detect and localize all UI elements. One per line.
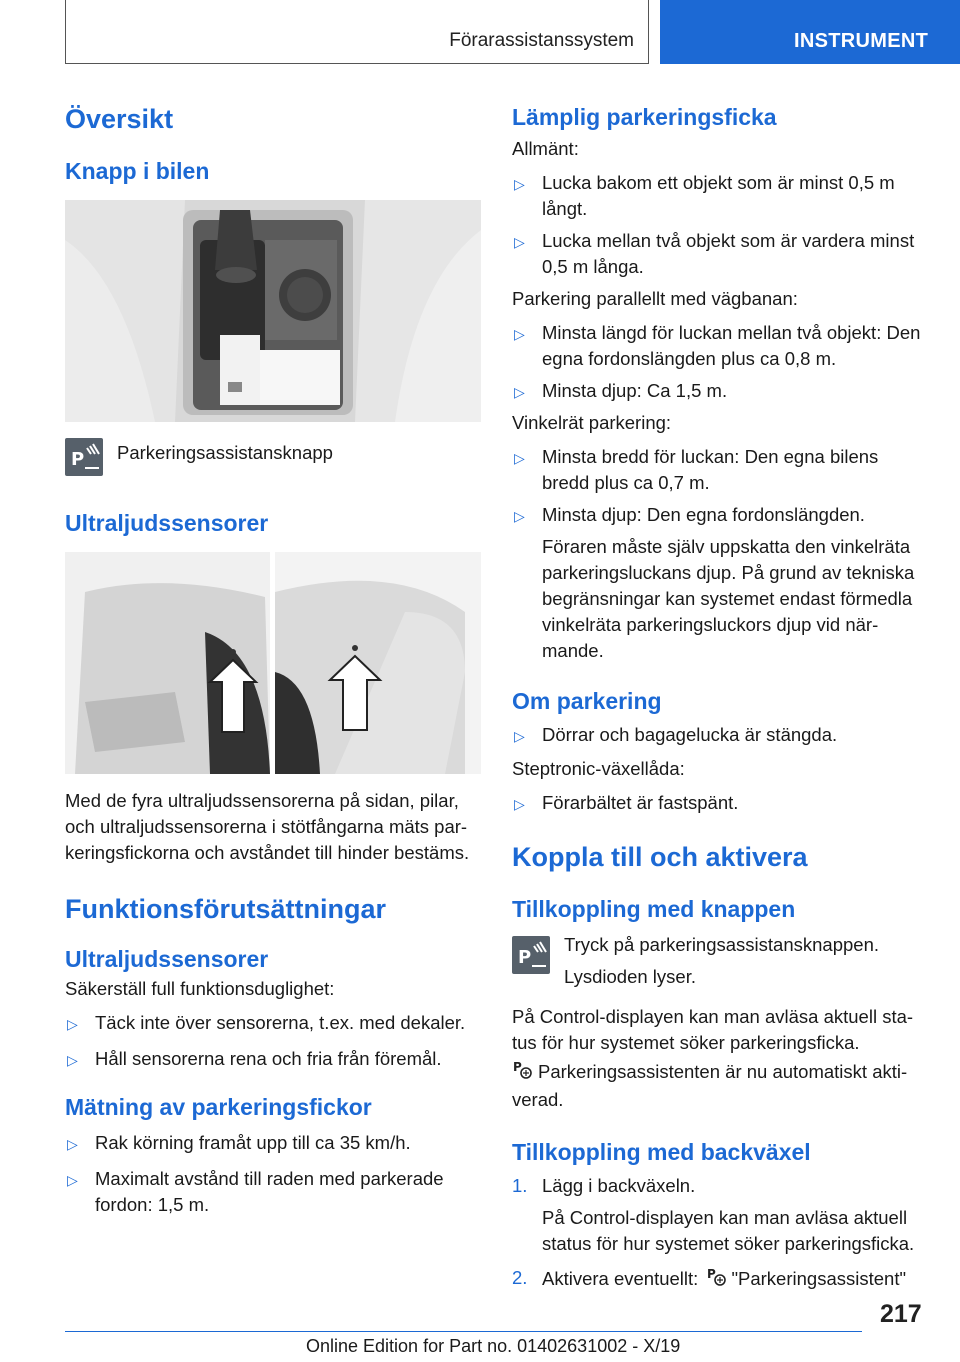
heading-button-in-car: Knapp i bilen bbox=[65, 158, 210, 184]
heading-ultrasonic-sensors: Ultraljudssensorer bbox=[65, 510, 269, 536]
parking-assistant-button-icon bbox=[65, 438, 103, 476]
parking-assistant-button-icon bbox=[512, 936, 550, 974]
sensors-illustration bbox=[65, 552, 481, 774]
tab-instrument[interactable]: INSTRUMENT bbox=[660, 0, 960, 64]
bullet-triangle-icon: ▷ bbox=[514, 728, 525, 744]
heading-activate: Koppla till och aktivera bbox=[512, 842, 808, 872]
svg-text:P: P bbox=[513, 1060, 522, 1074]
heading-with-button: Tillkoppling med knappen bbox=[512, 896, 796, 922]
list-item: ▷ Rak körning framåt upp till ca 35 km/h. bbox=[65, 1130, 483, 1156]
button-caption-row bbox=[65, 438, 483, 478]
heading-suitable-space: Lämplig parkeringsficka bbox=[512, 104, 777, 130]
parking-assistant-symbol-icon bbox=[512, 1058, 538, 1087]
svg-text:P: P bbox=[518, 947, 532, 968]
led-status: Lysdioden lyser. bbox=[564, 966, 696, 987]
list-item: ▷ Håll sensorerna rena och fria från föremål. bbox=[65, 1046, 483, 1072]
left-column bbox=[65, 100, 483, 1218]
console-photo bbox=[65, 200, 481, 422]
list-item: ▷ Maximalt avstånd till raden med parkerade fordon: 1,5 m. bbox=[67, 1168, 444, 1215]
edition-text: Online Edition for Part no. 01402631002 - X/19 bbox=[306, 1336, 681, 1356]
press-instruction: Tryck på parkeringsassistansknappen. bbox=[564, 934, 879, 955]
perpendicular-label: Vinkelrät parkering: bbox=[512, 412, 672, 433]
general-label: Allmänt: bbox=[512, 138, 579, 159]
page-number: 217 bbox=[880, 1300, 922, 1328]
list-item: ▷ Lucka bakom ett objekt som är minst 0,5 m långt. bbox=[514, 172, 895, 219]
perpendicular-note: Föraren måste själv uppskatta den vinkelräta parkeringsluckans djup. På grund av tekniska begränsningar kan systemet endast förmedla vinkelräta parkeringsluckors djup vid närmande. bbox=[542, 536, 915, 661]
sensors-photo bbox=[65, 552, 481, 774]
heading-about-parking: Om parkering bbox=[512, 688, 662, 714]
heading-measurement: Mätning av parkeringsfickor bbox=[65, 1094, 372, 1120]
list-item: ▷ Minsta bredd för luckan: Den egna bilens bredd plus ca 0,7 m. bbox=[514, 446, 879, 493]
bullet-triangle-icon: ▷ bbox=[514, 796, 525, 812]
steptronic-label: Steptronic-växellåda: bbox=[512, 758, 685, 779]
bullet-triangle-icon: ▷ bbox=[67, 1052, 78, 1068]
list-item: ▷ Förarbältet är fastspänt. bbox=[512, 790, 927, 816]
heading-requirements: Funktionsförutsättningar bbox=[65, 894, 386, 924]
right-column bbox=[512, 100, 927, 1294]
list-item: ▷ Dörrar och bagagelucka är stängda. bbox=[512, 722, 927, 748]
bullet-triangle-icon: ▷ bbox=[514, 450, 525, 466]
heading-overview: Översikt bbox=[65, 104, 174, 134]
console-illustration bbox=[65, 200, 481, 422]
svg-text:P: P bbox=[707, 1267, 717, 1281]
list-item: ▷ Täck inte över sensorerna, t.ex. med dekaler. bbox=[65, 1010, 483, 1036]
bullet-triangle-icon: ▷ bbox=[514, 234, 525, 250]
auto-activated-text: P Parkeringsassistenten är nu automatiskt aktiverad. bbox=[512, 1060, 908, 1110]
parking-assistant-symbol-icon bbox=[703, 1265, 731, 1294]
bullet-triangle-icon: ▷ bbox=[67, 1136, 78, 1152]
header-frame bbox=[65, 0, 649, 64]
heading-ultrasonic-sensors-2: Ultraljudssensorer bbox=[65, 946, 269, 972]
control-display-text: På Control-displayen kan man avläsa aktuell status för hur systemet söker parkeringsficka. bbox=[512, 1006, 914, 1053]
heading-reverse-gear: Tillkoppling med backväxel bbox=[512, 1139, 811, 1165]
bullet-triangle-icon: ▷ bbox=[514, 508, 525, 524]
step-2: 2. Aktivera eventuellt: P "Parkeringsassistent" bbox=[512, 1265, 927, 1294]
list-item: ▷ Minsta djup: Den egna fordonslängden. bbox=[512, 502, 927, 528]
footer-divider bbox=[65, 1331, 862, 1332]
ensure-text: Säkerställ full funktionsduglighet: bbox=[65, 978, 335, 999]
step-1: 1. Lägg i backväxeln. bbox=[512, 1175, 696, 1196]
svg-text:P: P bbox=[71, 449, 85, 470]
step-1-note: På Control-displayen kan man avläsa aktuell status för hur systemet söker parkeringsficka. bbox=[542, 1207, 915, 1254]
press-button-row bbox=[512, 932, 927, 990]
section-title: Förarassistanssystem bbox=[449, 30, 634, 51]
bullet-triangle-icon: ▷ bbox=[514, 326, 525, 342]
menu-item-parking-assistant: "Parkeringsassistent" bbox=[731, 1268, 907, 1289]
bullet-triangle-icon: ▷ bbox=[67, 1016, 78, 1032]
list-item: ▷ Minsta djup: Ca 1,5 m. bbox=[512, 378, 927, 404]
list-item: ▷ Lucka mellan två objekt som är vardera minst 0,5 m långa. bbox=[514, 230, 915, 277]
parallel-label: Parkering parallellt med vägbanan: bbox=[512, 288, 798, 309]
bullet-triangle-icon: ▷ bbox=[514, 176, 525, 192]
sensors-description: Med de fyra ultraljudssensorerna på sidan, pilar, och ultraljudssensorerna i stötfångarna mäts parkeringsfickorna och avståndet till hinder bestäms. bbox=[65, 790, 470, 863]
button-caption: Parkeringsassistansknapp bbox=[117, 442, 333, 463]
list-item: ▷ Minsta längd för luckan mellan två objekt: Den egna fordonslängden plus ca 0,8 m. bbox=[514, 322, 921, 369]
bullet-triangle-icon: ▷ bbox=[67, 1172, 78, 1188]
bullet-triangle-icon: ▷ bbox=[514, 384, 525, 400]
